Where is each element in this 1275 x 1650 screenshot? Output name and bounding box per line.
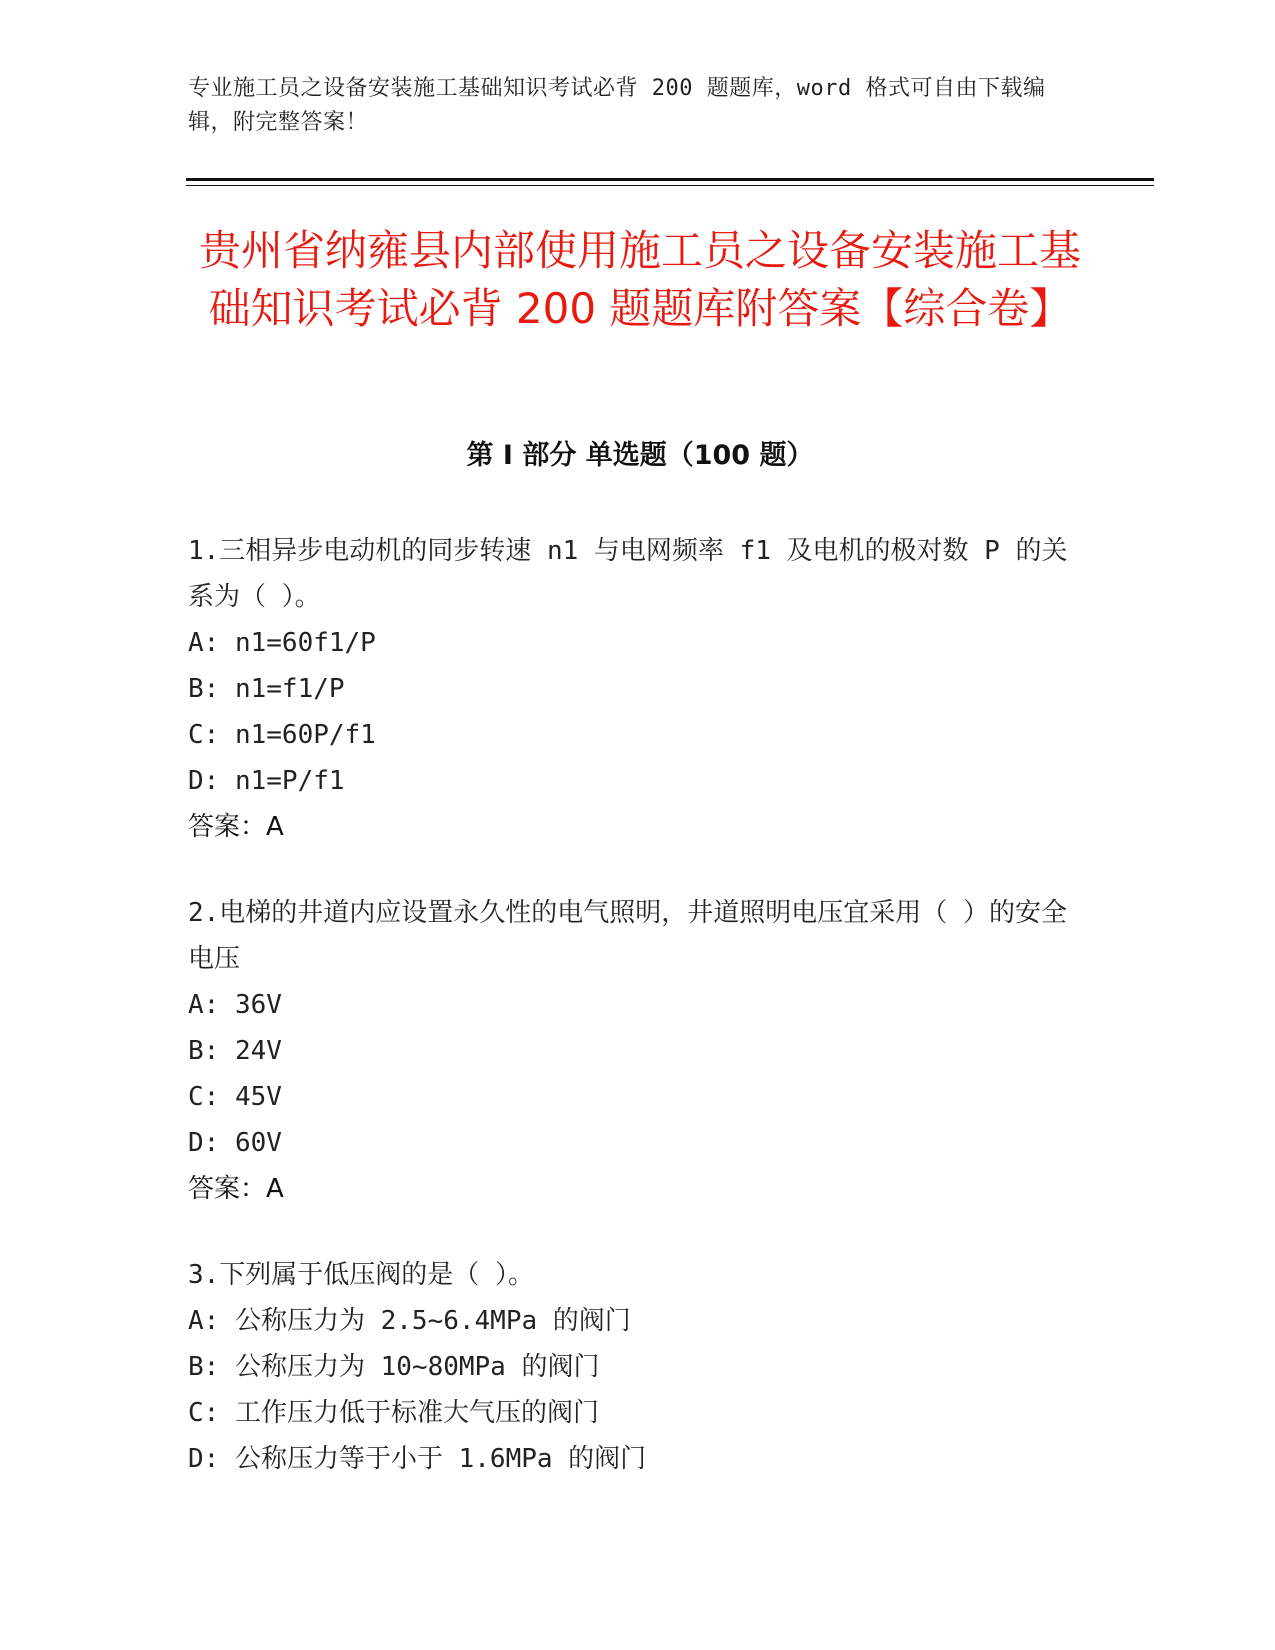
question-stem: 1.三相异步电动机的同步转速 n1 与电网频率 f1 及电机的极对数 P 的关系为（ ）。	[188, 536, 1068, 612]
question-2	[188, 890, 1068, 1212]
question-stem: 3.下列属于低压阀的是（ ）。	[188, 1260, 534, 1290]
document-title: 贵州省纳雍县内部使用施工员之设备安装施工基础知识考试必背 200 题题库附答案【综合卷】	[198, 226, 1081, 333]
option-b: B: 公称压力为 10~80MPa 的阀门	[188, 1352, 600, 1382]
option-a: A: 36V	[188, 990, 282, 1020]
option-b: B: 24V	[188, 1036, 282, 1066]
option-d: D: 60V	[188, 1128, 282, 1158]
header-divider-thin	[186, 185, 1154, 186]
option-c: C: n1=60P/f1	[188, 720, 376, 750]
answer: 答案：A	[188, 812, 284, 842]
option-c: C: 工作压力低于标准大气压的阀门	[188, 1398, 599, 1428]
option-c: C: 45V	[188, 1082, 282, 1112]
answer: 答案：A	[188, 1174, 284, 1204]
question-3	[188, 1252, 1068, 1482]
option-a: A: 公称压力为 2.5~6.4MPa 的阀门	[188, 1306, 631, 1336]
header-divider-thick	[186, 178, 1154, 181]
question-1	[188, 528, 1068, 850]
option-a: A: n1=60f1/P	[188, 628, 376, 658]
header-note: 专业施工员之设备安装施工基础知识考试必背 200 题题库，word 格式可自由下载编辑，附完整答案！	[188, 76, 1046, 135]
option-d: D: n1=P/f1	[188, 766, 345, 796]
section-title: 第 I 部分 单选题（100 题）	[466, 440, 814, 471]
option-d: D: 公称压力等于小于 1.6MPa 的阀门	[188, 1444, 647, 1474]
option-b: B: n1=f1/P	[188, 674, 345, 704]
question-stem: 2.电梯的井道内应设置永久性的电气照明，井道照明电压宜采用（ ）的安全电压	[188, 898, 1067, 974]
